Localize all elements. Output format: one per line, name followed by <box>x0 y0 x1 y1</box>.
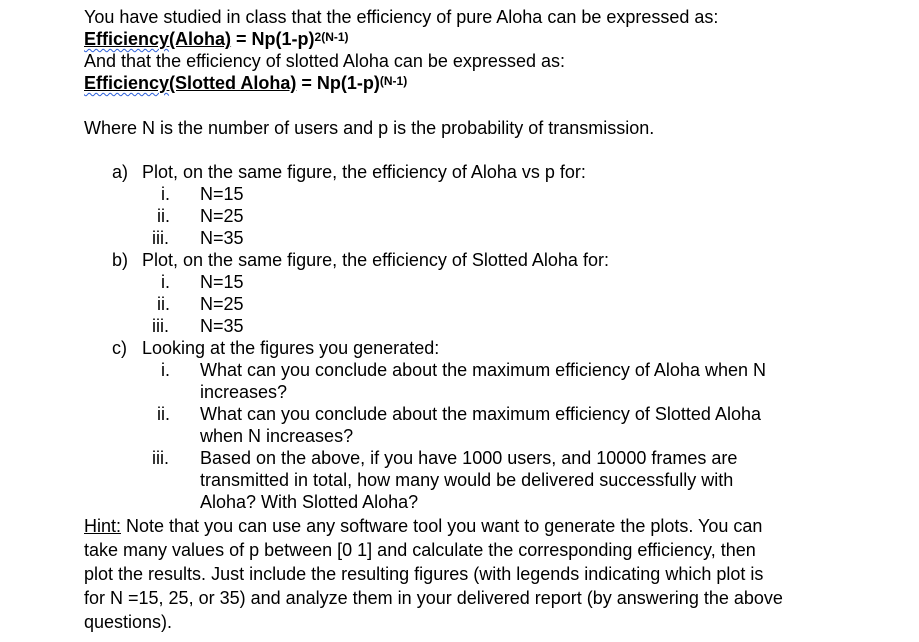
where-line <box>84 117 654 139</box>
part-b-item-3-marker: iii. <box>152 316 169 336</box>
formula-slotted-rhs: = Np(1-p) <box>296 73 380 93</box>
formula-aloha-rhs: = Np(1-p) <box>231 29 315 49</box>
part-a-item-1-marker: i. <box>161 184 170 204</box>
hint-line-2 <box>84 539 756 561</box>
hint-text-2: take many values of p between [0 1] and calculate the corresponding efficiency, then <box>84 540 756 560</box>
part-c-item-2-line-2: when N increases? <box>200 426 354 446</box>
part-a-item-1-text: N=15 <box>200 184 244 204</box>
part-c-marker: c) <box>112 338 127 358</box>
hint-line-5 <box>84 611 172 633</box>
part-a-text: Plot, on the same figure, the efficiency of Aloha vs p for: <box>142 162 586 182</box>
slotted-intro-line <box>84 50 565 72</box>
part-c-text: Looking at the figures you generated: <box>142 338 440 358</box>
where-text: Where N is the number of users and p is the probability of transmission. <box>84 118 655 138</box>
intro-text: You have studied in class that the efficiency of pure Aloha can be expressed as: <box>84 7 719 27</box>
hint-label: Hint: <box>84 516 122 536</box>
hint-line-3 <box>84 563 763 585</box>
part-b-item-1-text: N=15 <box>200 272 244 292</box>
formula-slotted <box>84 72 407 94</box>
part-c-item-2-line-1: What can you conclude about the maximum efficiency of Slotted Aloha <box>200 404 761 424</box>
part-a-item-2-marker: ii. <box>157 206 170 226</box>
part-c-item-1-marker: i. <box>161 360 170 380</box>
part-a-item-2-text: N=25 <box>200 206 244 226</box>
formula-slotted-name <box>84 73 296 93</box>
hint-line-4 <box>84 587 783 609</box>
formula-aloha-name <box>84 29 231 49</box>
part-b-item-2-marker: ii. <box>157 294 170 314</box>
part-c-item-3-line-3: Aloha? With Slotted Aloha? <box>200 492 419 512</box>
hint-text-4: for N =15, 25, or 35) and analyze them in your delivered report (by answering the above <box>84 588 783 608</box>
part-a-marker: a) <box>112 162 129 182</box>
intro-line <box>84 6 718 28</box>
part-c-item-1-line-2: increases? <box>200 382 288 402</box>
hint-line-1 <box>84 515 762 537</box>
hint-text-1: Note that you can use any software tool you want to generate the plots. You can <box>121 516 763 536</box>
formula-slotted-paren: (Slotted Aloha) <box>169 73 297 93</box>
part-b-text: Plot, on the same figure, the efficiency of Slotted Aloha for: <box>142 250 609 270</box>
hint-text-3: plot the results. Just include the resulting figures (with legends indicating which plot is <box>84 564 764 584</box>
part-a-item-3-text: N=35 <box>200 228 244 248</box>
part-c-item-2-marker: ii. <box>157 404 170 424</box>
part-c-item-1-line-1: What can you conclude about the maximum efficiency of Aloha when N <box>200 360 766 380</box>
formula-slotted-exponent: (N-1) <box>379 74 408 88</box>
hint-text-5: questions). <box>84 612 173 632</box>
part-b-item-2-text: N=25 <box>200 294 244 314</box>
formula-aloha-paren: (Aloha) <box>169 29 232 49</box>
part-c-item-3-line-1: Based on the above, if you have 1000 users, and 10000 frames are <box>200 448 738 468</box>
part-b-marker: b) <box>112 250 129 270</box>
formula-slotted-prefix: Efficiency <box>84 73 170 93</box>
slotted-intro-text: And that the efficiency of slotted Aloha can be expressed as: <box>84 51 565 71</box>
formula-aloha <box>84 28 349 50</box>
part-c-item-3-line-2: transmitted in total, how many would be delivered successfully with <box>200 470 734 490</box>
part-b-item-3-text: N=35 <box>200 316 244 336</box>
formula-aloha-prefix: Efficiency <box>84 29 170 49</box>
formula-aloha-exponent: 2(N-1) <box>314 30 349 44</box>
part-c-item-3-marker: iii. <box>152 448 169 468</box>
part-b-item-1-marker: i. <box>161 272 170 292</box>
part-a-item-3-marker: iii. <box>152 228 169 248</box>
